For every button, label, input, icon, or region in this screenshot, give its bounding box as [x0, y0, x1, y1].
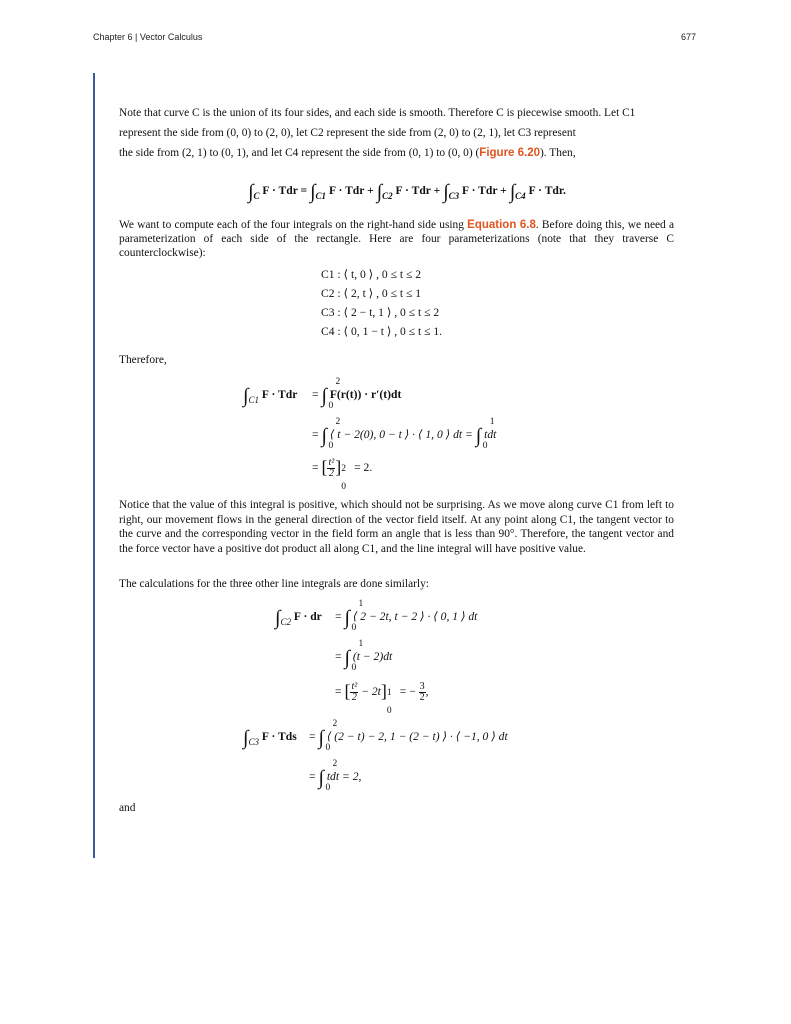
c3-row2-integrand: tdt = 2,: [326, 770, 362, 783]
c1-row2b-lower: 0: [482, 441, 488, 451]
c1-lhs-text: F · Tdr: [261, 388, 298, 401]
c3-row2: = ∫ 2 0 tdt = 2,: [309, 759, 362, 793]
integral-sign-icon: ∫: [318, 727, 324, 749]
c3-lhs-text: F · Tds: [261, 730, 297, 743]
c1-row2-lower: 0: [328, 441, 334, 451]
integral-sign-icon: ∫: [475, 425, 482, 447]
c1-row2-tdt: tdt: [484, 428, 497, 441]
paragraph-other-integrals: The calculations for the three other line integrals are done similarly:: [119, 578, 429, 590]
eq-term1: F · Tdr +: [328, 184, 374, 197]
integral-sign-icon: ∫: [321, 425, 327, 447]
c2-row3: = [ $\frac{\text{t²}}{2}$ − 2t] 1 0 = − $\frac{3}{2}$ ,: [335, 680, 429, 716]
c3-row2-upper: 2: [332, 759, 338, 769]
integral-sign-icon: ∫: [243, 727, 249, 749]
integral-sign-icon: ∫: [344, 647, 350, 669]
and-text: and: [119, 802, 136, 814]
c1-row1-integrand: F(r(t)) · r′(t)dt: [329, 388, 402, 401]
paragraph-parameterization: [119, 218, 674, 260]
c1-row2-upper: 2: [335, 417, 341, 427]
c1-frac-num: t²: [328, 456, 335, 468]
c2-result-den: 2: [419, 691, 425, 703]
paragraph-positive-value: Notice that the value of this integral is positive, which should not be surprising. As we move along curve C1 from left to right, our movement flows in the general direction of the vector field itself. At any point along C1, the tangent vector to the curve and the corresponding vector in the field form an angle that is less than 90°. Therefore, the tangent vector and the force vector have a positive dot product all along C1, and the line integral will have positive value.: [119, 499, 674, 555]
para1-line3-text: the side from (2, 1) to (0, 1), and let C4 represent the side from (0, 1) to (0, 0) (: [119, 147, 480, 159]
c2-integral-lhs: [275, 604, 322, 629]
c1-eval-lower: 0: [341, 482, 346, 492]
c1-lower-limit: 0: [328, 401, 334, 411]
param-c3: C3 : ⟨ 2 − t, 1 ⟩ , 0 ≤ t ≤ 2: [321, 306, 440, 319]
c2-lhs-text: F · dr: [293, 610, 322, 623]
integral-sign-icon: ∫: [275, 607, 281, 629]
para1-line2: represent the side from (0, 0) to (2, 0), let C2 represent the side from (2, 0) to (2, 1), let C3 represent: [119, 127, 576, 139]
c1-row2-integrand: ⟨ t − 2(0), 0 − t ⟩ · ⟨ 1, 0 ⟩ dt =: [329, 428, 473, 441]
eq-lhs: F · Tdr =: [262, 184, 308, 197]
equation-6-8-link[interactable]: Equation 6.8: [467, 219, 536, 231]
c2-eval-upper: 1: [386, 688, 392, 698]
c1-row2: = ∫ 2 0 ⟨ t − 2(0), 0 − t ⟩ · ⟨ 1, 0 ⟩ dt = ∫ 1 0 tdt: [312, 417, 497, 451]
c2-lhs-sub: C2: [280, 617, 291, 627]
c1-lhs-sub: C1: [248, 395, 259, 405]
c3-integral-lhs: [243, 724, 297, 749]
c1-row1: = ∫ 2 0 F(r(t)) · r′(t)dt: [312, 377, 402, 411]
integral-sign-icon: ∫: [321, 385, 327, 407]
c2-upper: 1: [358, 599, 364, 609]
param-c4: C4 : ⟨ 0, 1 − t ⟩ , 0 ≤ t ≤ 1.: [321, 325, 443, 338]
figure-6-20-link[interactable]: Figure 6.20: [479, 147, 541, 159]
c2-eval-lower: 0: [386, 706, 392, 716]
param-c1: C1 : ⟨ t, 0 ⟩ , 0 ≤ t ≤ 2: [321, 268, 422, 281]
c1-upper-limit: 2: [335, 377, 341, 387]
margin-rule: [93, 73, 95, 858]
c1-integral-lhs: [243, 382, 298, 407]
integral-sign-icon: ∫: [310, 181, 316, 203]
c3-upper: 2: [332, 719, 338, 729]
eq-sub-c3: C3: [448, 191, 460, 201]
param-c2: C2 : ⟨ 2, t ⟩ , 0 ≤ t ≤ 1: [321, 287, 422, 300]
c3-lhs-sub: C3: [248, 737, 259, 747]
c2-row1-integrand: ⟨ 2 − 2t, t − 2 ⟩ · ⟨ 0, 1 ⟩ dt: [352, 610, 478, 623]
integral-sign-icon: ∫: [443, 181, 449, 203]
c1-row2b-upper: 1: [489, 417, 495, 427]
c1-result: = 2.: [354, 461, 373, 474]
c2-row2-upper: 1: [358, 639, 364, 649]
c3-row1: = ∫ 2 0 ⟨ (2 − t) − 2, 1 − (2 − t) ⟩ · ⟨ −1, 0 ⟩ dt: [309, 719, 508, 753]
eq-term3: F · Tdr +: [462, 184, 507, 197]
c1-eval-upper: 2: [341, 464, 346, 474]
eq-term2: F · Tdr +: [395, 184, 441, 197]
para2-text-b: . Before doing this, we need a parameterization of each side of the rectangle. Here are four parameterizations (note that they traverse C counterclockwise):: [119, 219, 675, 259]
integral-sign-icon: ∫: [318, 767, 324, 789]
paragraph-curve-sides: [119, 106, 674, 161]
integral-sign-icon: ∫: [243, 385, 249, 407]
c2-row1: = ∫ 1 0 ⟨ 2 − 2t, t − 2 ⟩ · ⟨ 0, 1 ⟩ dt: [335, 599, 478, 633]
therefore-text: Therefore,: [119, 354, 167, 366]
equation-sum-integrals: [248, 178, 566, 203]
c2-fraction: [350, 682, 358, 703]
integral-sign-icon: ∫: [509, 181, 516, 203]
c2-frac-num: t²: [351, 680, 358, 692]
integral-sign-icon: ∫: [344, 607, 350, 629]
c2-row2-integrand: (t − 2)dt: [352, 650, 393, 663]
integral-sign-icon: ∫: [376, 181, 383, 203]
c1-frac-den: 2: [328, 467, 334, 479]
eq-sub-c4: C4: [515, 191, 526, 201]
c2-lower: 0: [351, 623, 357, 633]
c2-row3-eq: = −: [399, 685, 416, 698]
c2-frac-den: 2: [351, 691, 357, 703]
para1-line1: Note that curve C is the union of its four sides, and each side is smooth. Therefore C is piecewise smooth. Let C1: [119, 107, 636, 119]
eq-sub-c: C: [253, 191, 260, 201]
para2-text-a: We want to compute each of the four integrals on the right-hand side using: [119, 219, 468, 231]
eq-term4: F · Tdr.: [528, 184, 566, 197]
page-number: 677: [681, 32, 697, 42]
c3-row2-lower: 0: [325, 783, 331, 793]
c3-lower: 0: [325, 743, 331, 753]
para1-line3: [119, 146, 674, 161]
c2-result-fraction: [419, 682, 426, 703]
eq-sub-c2: C2: [382, 191, 393, 201]
c2-row3-term: − 2t: [361, 685, 381, 698]
para1-line3-end: ). Then,: [540, 147, 576, 159]
c2-row2: = ∫ 1 0 (t − 2)dt: [335, 639, 393, 673]
running-header-chapter: Chapter 6 | Vector Calculus: [93, 32, 203, 42]
eq-sub-c1: C1: [315, 191, 327, 201]
c1-row3: = [ $\frac{\text{t²}}{2}$ ] 2 0 = 2.: [312, 456, 373, 492]
integral-sign-icon: ∫: [248, 181, 254, 203]
c2-row2-lower: 0: [351, 663, 357, 673]
c3-row1-integrand: ⟨ (2 − t) − 2, 1 − (2 − t) ⟩ · ⟨ −1, 0 ⟩ dt: [326, 730, 508, 743]
c2-result-num: 3: [419, 680, 425, 692]
